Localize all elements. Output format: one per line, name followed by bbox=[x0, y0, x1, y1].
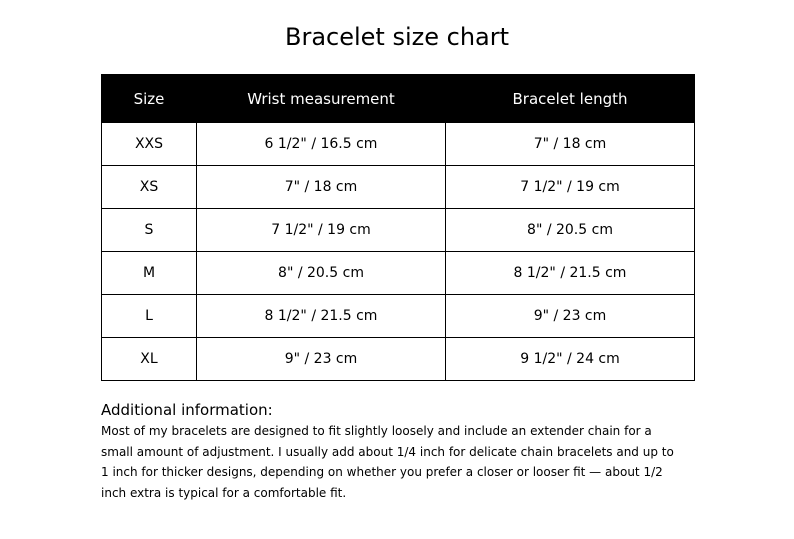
table-row bbox=[102, 295, 695, 338]
cell-size: XXS bbox=[102, 123, 197, 166]
table-header-row bbox=[102, 75, 695, 123]
table-row bbox=[102, 123, 695, 166]
size-chart-table bbox=[101, 74, 695, 381]
cell-length: 9 1/2" / 24 cm bbox=[446, 338, 695, 381]
additional-info-heading: Additional information: bbox=[101, 401, 273, 419]
cell-length: 8 1/2" / 21.5 cm bbox=[446, 252, 695, 295]
cell-wrist: 7 1/2" / 19 cm bbox=[197, 209, 446, 252]
table-row bbox=[102, 338, 695, 381]
header-size: Size bbox=[102, 75, 197, 123]
additional-info-text: Most of my bracelets are designed to fit slightly loosely and include an extender chain for a small amount of adjustment. I usually add about 1/4 inch for delicate chain bracelets and up to 1 inch for thicker designs, depending on whether you prefer a closer or looser fit — about 1/2 inch extra is typical for a comfortable fit. bbox=[101, 424, 674, 500]
page-title: Bracelet size chart bbox=[284, 23, 510, 51]
cell-length: 9" / 23 cm bbox=[446, 295, 695, 338]
cell-wrist: 9" / 23 cm bbox=[197, 338, 446, 381]
header-bracelet-length: Bracelet length bbox=[446, 75, 695, 123]
header-wrist-measurement: Wrist measurement bbox=[197, 75, 446, 123]
table-row bbox=[102, 166, 695, 209]
cell-length: 7 1/2" / 19 cm bbox=[446, 166, 695, 209]
cell-size: M bbox=[102, 252, 197, 295]
cell-length: 7" / 18 cm bbox=[446, 123, 695, 166]
cell-wrist: 8 1/2" / 21.5 cm bbox=[197, 295, 446, 338]
cell-length: 8" / 20.5 cm bbox=[446, 209, 695, 252]
table-row bbox=[102, 209, 695, 252]
cell-size: XS bbox=[102, 166, 197, 209]
cell-size: L bbox=[102, 295, 197, 338]
cell-size: S bbox=[102, 209, 197, 252]
cell-wrist: 7" / 18 cm bbox=[197, 166, 446, 209]
cell-size: XL bbox=[102, 338, 197, 381]
table-row bbox=[102, 252, 695, 295]
cell-wrist: 6 1/2" / 16.5 cm bbox=[197, 123, 446, 166]
cell-wrist: 8" / 20.5 cm bbox=[197, 252, 446, 295]
